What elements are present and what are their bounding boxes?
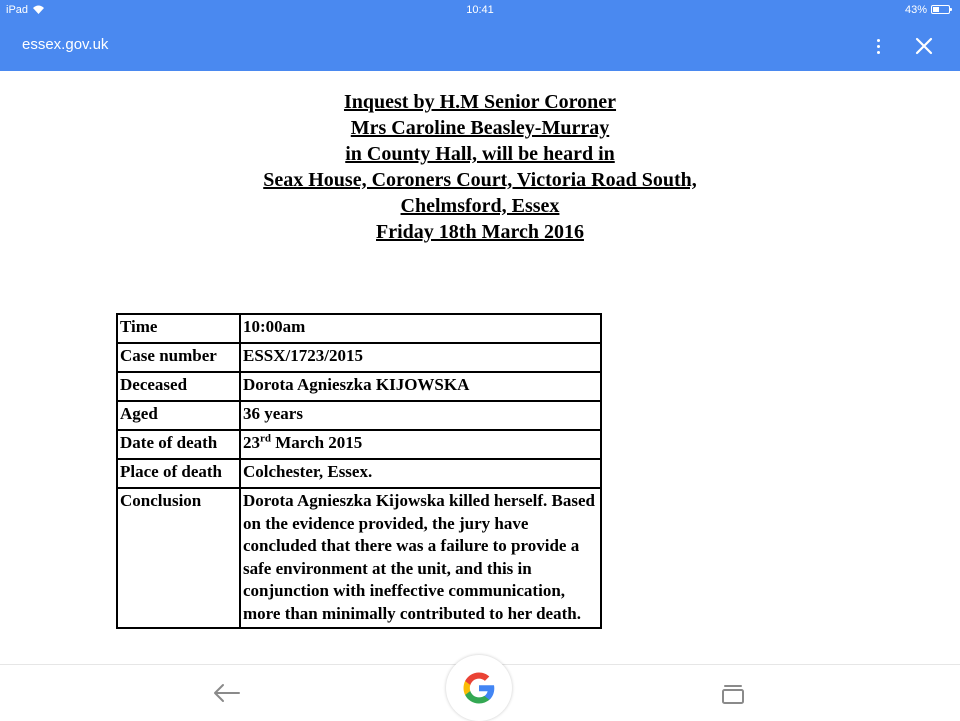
row-value bbox=[240, 430, 601, 459]
google-home-button[interactable] bbox=[446, 655, 512, 721]
status-bar bbox=[0, 0, 960, 20]
status-time: 10:41 bbox=[466, 4, 494, 16]
row-value: 36 years bbox=[240, 401, 601, 430]
row-value: Dorota Agnieszka KIJOWSKA bbox=[240, 372, 601, 401]
table-row bbox=[117, 401, 601, 430]
date-suffix: rd bbox=[260, 432, 271, 445]
row-label: Case number bbox=[117, 343, 240, 372]
date-rest: March 2015 bbox=[271, 433, 363, 452]
row-value: 10:00am bbox=[240, 314, 601, 343]
url-domain[interactable]: essex.gov.uk bbox=[22, 36, 109, 53]
table-row bbox=[117, 488, 601, 628]
table-row bbox=[117, 430, 601, 459]
close-icon[interactable] bbox=[912, 34, 936, 58]
row-label: Conclusion bbox=[117, 488, 240, 628]
title-line: in County Hall, will be heard in bbox=[345, 143, 615, 165]
row-value: Dorota Agnieszka Kijowska killed herself. Based on the evidence provided, the jury have concluded that there was a failure to provide a safe environment at the unit, and this in conjunction with ineffective communication, more than minimally contributed to her death. bbox=[240, 488, 601, 628]
battery-icon bbox=[931, 5, 950, 14]
battery-percentage: 43% bbox=[904, 4, 927, 16]
row-value: ESSX/1723/2015 bbox=[240, 343, 601, 372]
back-arrow-icon[interactable] bbox=[212, 682, 242, 704]
inquest-details-table bbox=[116, 313, 602, 629]
browser-top-bar bbox=[0, 0, 960, 71]
bottom-nav-bar bbox=[0, 664, 960, 721]
title-line: Friday 18th March 2016 bbox=[376, 221, 584, 243]
title-line: Inquest by H.M Senior Coroner bbox=[343, 91, 617, 113]
tabs-icon[interactable] bbox=[720, 683, 746, 705]
table-row bbox=[117, 459, 601, 488]
google-logo-icon bbox=[461, 670, 497, 706]
title-line: Chelmsford, Essex bbox=[400, 195, 560, 217]
title-line: Mrs Caroline Beasley-Murray bbox=[350, 117, 610, 139]
row-label: Date of death bbox=[117, 430, 240, 459]
row-label: Place of death bbox=[117, 459, 240, 488]
more-vert-icon[interactable] bbox=[870, 36, 886, 56]
table-row bbox=[117, 314, 601, 343]
table-row bbox=[117, 343, 601, 372]
row-label: Aged bbox=[117, 401, 240, 430]
url-row bbox=[0, 24, 960, 68]
date-day: 23 bbox=[243, 433, 260, 452]
title-line: Seax House, Coroners Court, Victoria Road South, bbox=[263, 169, 697, 191]
row-label: Deceased bbox=[117, 372, 240, 401]
row-value: Colchester, Essex. bbox=[240, 459, 601, 488]
table-row bbox=[117, 372, 601, 401]
device-name: iPad bbox=[6, 4, 29, 16]
notice-title bbox=[180, 89, 780, 245]
row-label: Time bbox=[117, 314, 240, 343]
